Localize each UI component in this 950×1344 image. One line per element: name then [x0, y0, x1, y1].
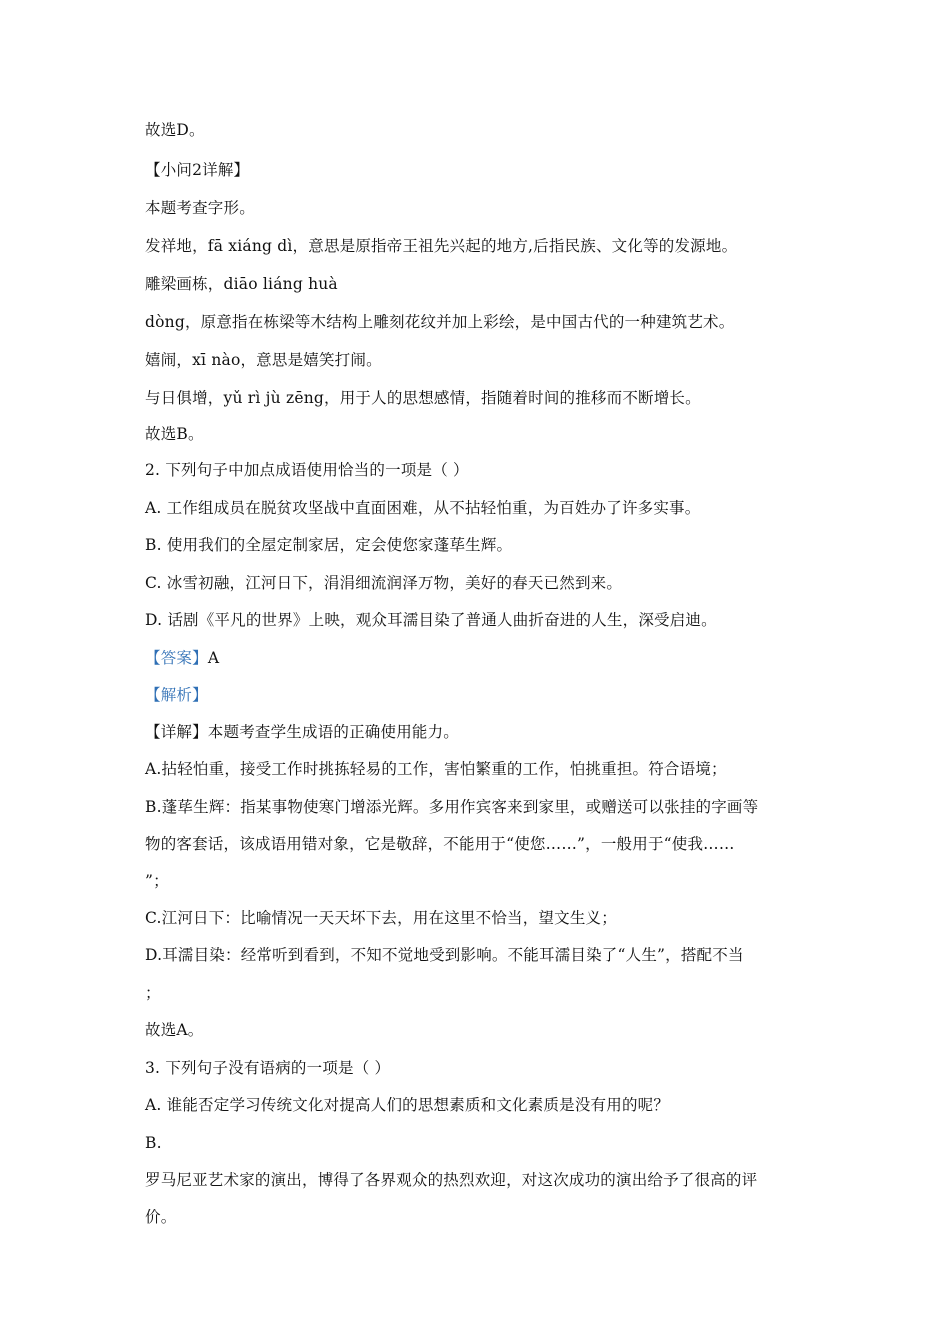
text-line: 嬉闹，xī nào，意思是嬉笑打闹。	[145, 351, 382, 369]
text-line: 故选D。	[145, 121, 205, 139]
option-d: D. 话剧《平凡的世界》上映，观众耳濡目染了普通人曲折奋进的人生，深受启迪。	[145, 611, 717, 629]
text-line: 雕梁画栋，diāo liáng huà	[145, 275, 338, 293]
option-b: B.	[145, 1134, 162, 1152]
text-line: C.江河日下：比喻情况一天天坏下去，用在这里不恰当，望文生义；	[145, 909, 617, 927]
option-b: B. 使用我们的全屋定制家居，定会使您家蓬荜生辉。	[145, 536, 513, 554]
question-3: 3. 下列句子没有语病的一项是（ ）	[145, 1059, 391, 1077]
option-c: C. 冰雪初融，江河日下，涓涓细流润泽万物，美好的春天已然到来。	[145, 574, 623, 592]
text-line: ”；	[145, 872, 169, 890]
answer-label: 【答案】	[145, 649, 208, 667]
text-line: 【详解】本题考查学生成语的正确使用能力。	[145, 723, 460, 741]
text-line: dòng，原意指在栋梁等木结构上雕刻花纹并加上彩绘，是中国古代的一种建筑艺术。	[145, 313, 735, 331]
option-a: A. 谁能否定学习传统文化对提高人们的思想素质和文化素质是没有用的呢？	[145, 1096, 670, 1114]
text-line: B.蓬荜生辉：指某事物使寒门增添光辉。多用作宾客来到家里，或赠送可以张挂的字画等	[145, 798, 759, 816]
text-line: D.耳濡目染：经常听到看到，不知不觉地受到影响。不能耳濡目染了“人生”，搭配不当	[145, 946, 744, 964]
text-line: 价。	[145, 1208, 177, 1226]
text-line: 故选B。	[145, 425, 204, 443]
answer-value: A	[207, 649, 220, 667]
text-line: 发祥地，fā xiáng dì，意思是原指帝王祖先兴起的地方,后指民族、文化等的发源地。	[145, 237, 738, 255]
analysis-label: 【解析】	[145, 686, 208, 704]
text-line: A.拈轻怕重，接受工作时挑拣轻易的工作，害怕繁重的工作，怕挑重担。符合语境；	[145, 760, 727, 778]
text-line: 罗马尼亚艺术家的演出，博得了各界观众的热烈欢迎，对这次成功的演出给予了很高的评	[145, 1171, 758, 1189]
text-line: 故选A。	[145, 1021, 204, 1039]
question-2: 2. 下列句子中加点成语使用恰当的一项是（ ）	[145, 461, 469, 479]
text-line: 本题考查字形。	[145, 199, 255, 217]
text-line: 物的客套话，该成语用错对象，它是敬辞，不能用于“使您……”，一般用于“使我……	[145, 835, 735, 853]
text-line: ；	[145, 984, 161, 1002]
text-line: 与日俱增，yǔ rì jù zēng，用于人的思想感情，指随着时间的推移而不断增长。	[145, 389, 701, 407]
option-a: A. 工作组成员在脱贫攻坚战中直面困难，从不拈轻怕重，为百姓办了许多实事。	[145, 499, 701, 517]
section-heading: 【小问2详解】	[145, 161, 250, 179]
answer-line	[145, 648, 219, 668]
